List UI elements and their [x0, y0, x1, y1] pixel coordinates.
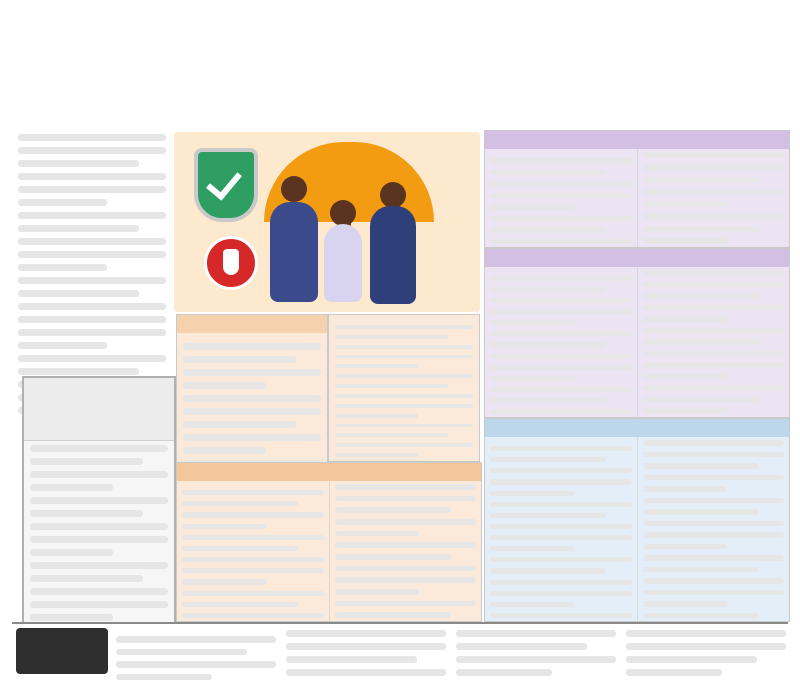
whole-life-panel	[176, 314, 328, 464]
shield-check-icon	[194, 148, 258, 222]
whole-life-title	[177, 315, 327, 333]
subheadline	[186, 96, 486, 124]
sumangal-title	[24, 378, 174, 441]
family-illustration	[174, 132, 480, 312]
sumangal-box	[22, 376, 176, 630]
intro-text-placeholder	[12, 130, 172, 418]
footer-body	[116, 628, 786, 680]
footer-label	[16, 628, 108, 674]
joint-life-title	[485, 249, 789, 267]
father-figure	[270, 202, 318, 302]
children-policy-panel	[484, 418, 790, 622]
endowment-title	[485, 131, 789, 149]
whole-life-panel-continued	[328, 314, 480, 462]
children-policy-title	[485, 419, 789, 437]
postal-logo-icon	[204, 236, 258, 290]
joint-life-panel	[484, 248, 790, 418]
headline	[18, 10, 782, 98]
mother-figure	[370, 206, 416, 304]
endowment-panel	[484, 130, 790, 248]
convertible-whole-life-panel	[176, 462, 482, 622]
child-figure	[324, 224, 362, 302]
convertible-whole-life-title	[177, 463, 481, 481]
